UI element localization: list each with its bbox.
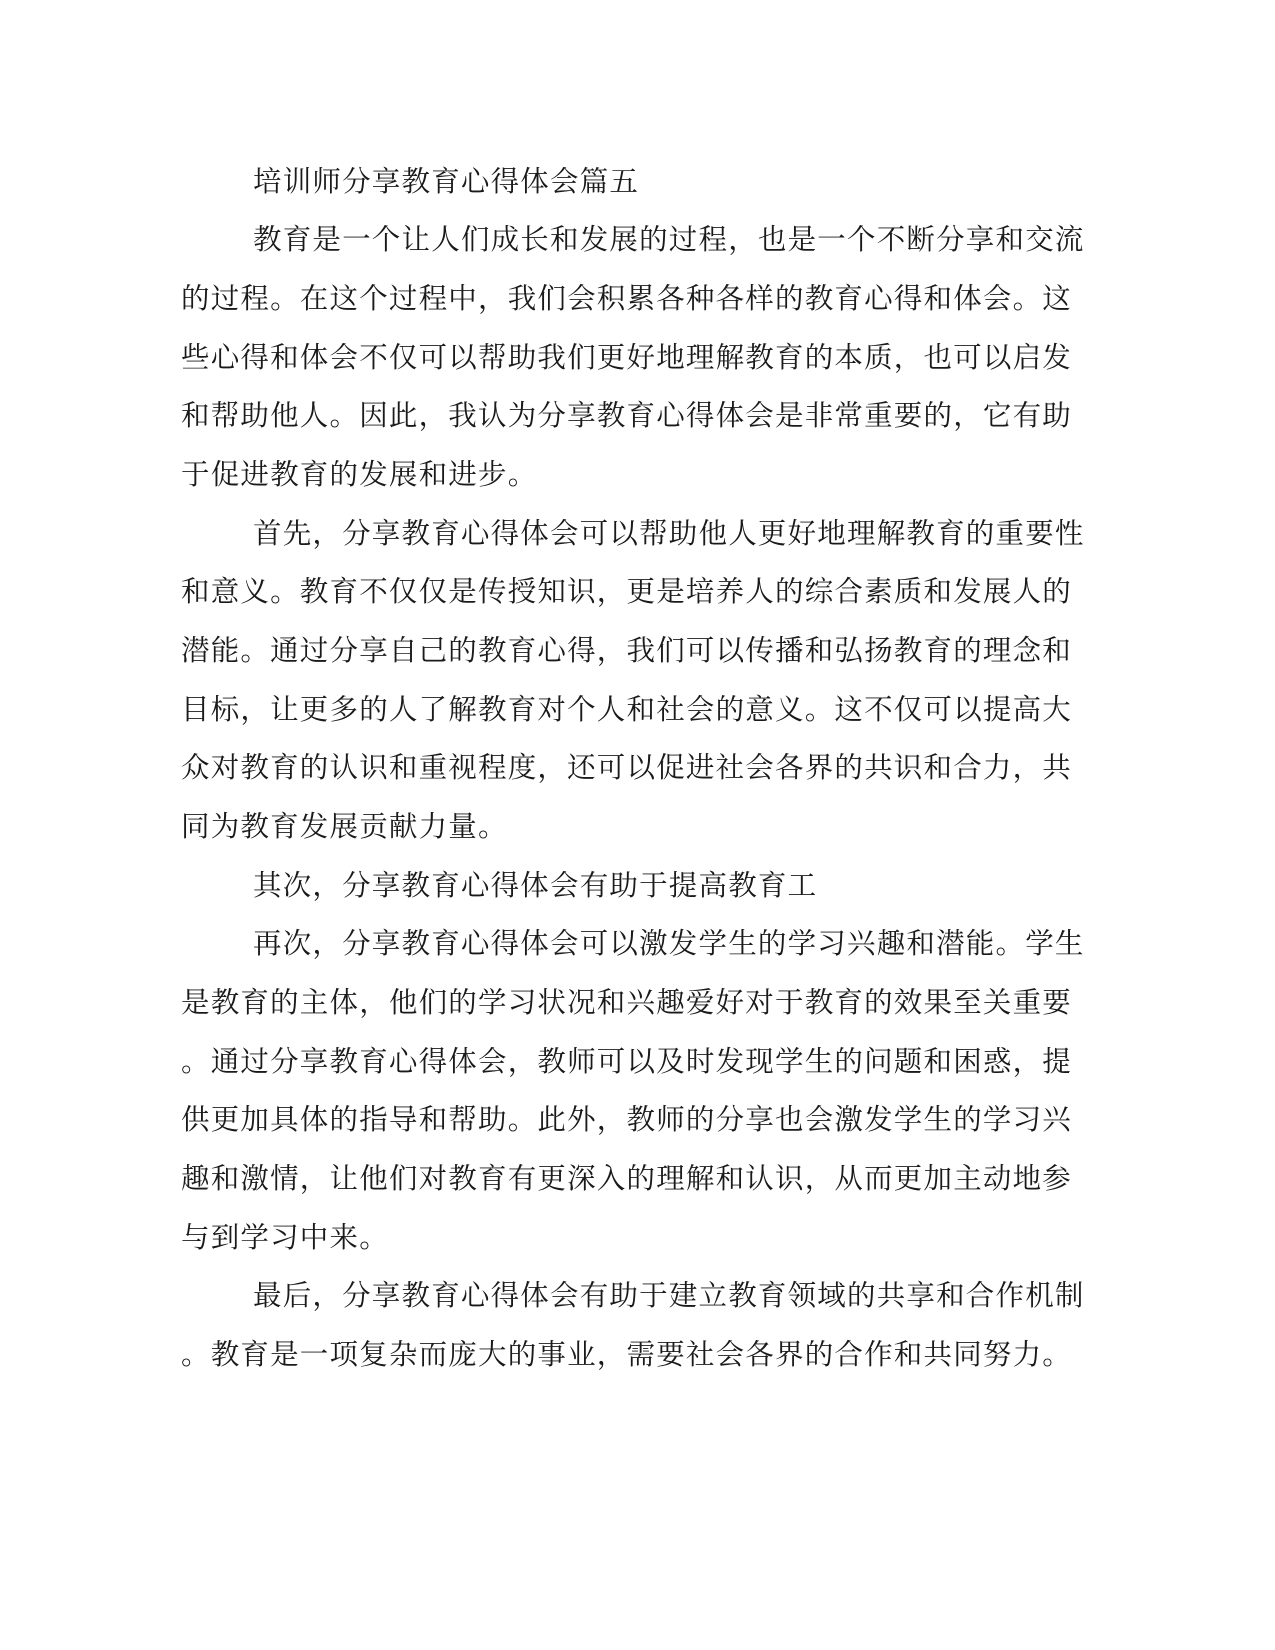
text-line: 的过程。在这个过程中，我们会积累各种各样的教育心得和体会。这 [181, 282, 1073, 315]
text-line: 和帮助他人。因此，我认为分享教育心得体会是非常重要的，它有助 [181, 399, 1073, 432]
text-line: 首先，分享教育心得体会可以帮助他人更好地理解教育的重要性 [253, 517, 1085, 550]
text-line: 些心得和体会不仅可以帮助我们更好地理解教育的本质，也可以启发 [181, 341, 1073, 374]
text-line: 最后，分享教育心得体会有助于建立教育领域的共享和合作机制 [253, 1279, 1085, 1312]
text-line: 潜能。通过分享自己的教育心得，我们可以传播和弘扬教育的理念和 [181, 634, 1073, 667]
text-line: 其次，分享教育心得体会有助于提高教育工 [253, 869, 818, 902]
document-title: 培训师分享教育心得体会篇五 [253, 165, 640, 198]
text-line: 再次，分享教育心得体会可以激发学生的学习兴趣和潜能。学生 [253, 927, 1085, 960]
text-line: 。通过分享教育心得体会，教师可以及时发现学生的问题和困惑，提 [181, 1045, 1073, 1078]
text-line: 教育是一个让人们成长和发展的过程，也是一个不断分享和交流 [253, 223, 1085, 256]
text-line: 同为教育发展贡献力量。 [181, 810, 508, 843]
text-line: 是教育的主体，他们的学习状况和兴趣爱好对于教育的效果至关重要 [181, 986, 1073, 1019]
text-line: 供更加具体的指导和帮助。此外，教师的分享也会激发学生的学习兴 [181, 1103, 1073, 1136]
text-line: 目标，让更多的人了解教育对个人和社会的意义。这不仅可以提高大 [181, 693, 1073, 726]
text-line: 。教育是一项复杂而庞大的事业，需要社会各界的合作和共同努力。 [181, 1338, 1073, 1371]
text-line: 趣和激情，让他们对教育有更深入的理解和认识，从而更加主动地参 [181, 1162, 1073, 1195]
text-line: 与到学习中来。 [181, 1221, 389, 1254]
text-line: 于促进教育的发展和进步。 [181, 458, 538, 491]
text-line: 众对教育的认识和重视程度，还可以促进社会各界的共识和合力，共 [181, 751, 1073, 784]
text-line: 和意义。教育不仅仅是传授知识，更是培养人的综合素质和发展人的 [181, 575, 1073, 608]
